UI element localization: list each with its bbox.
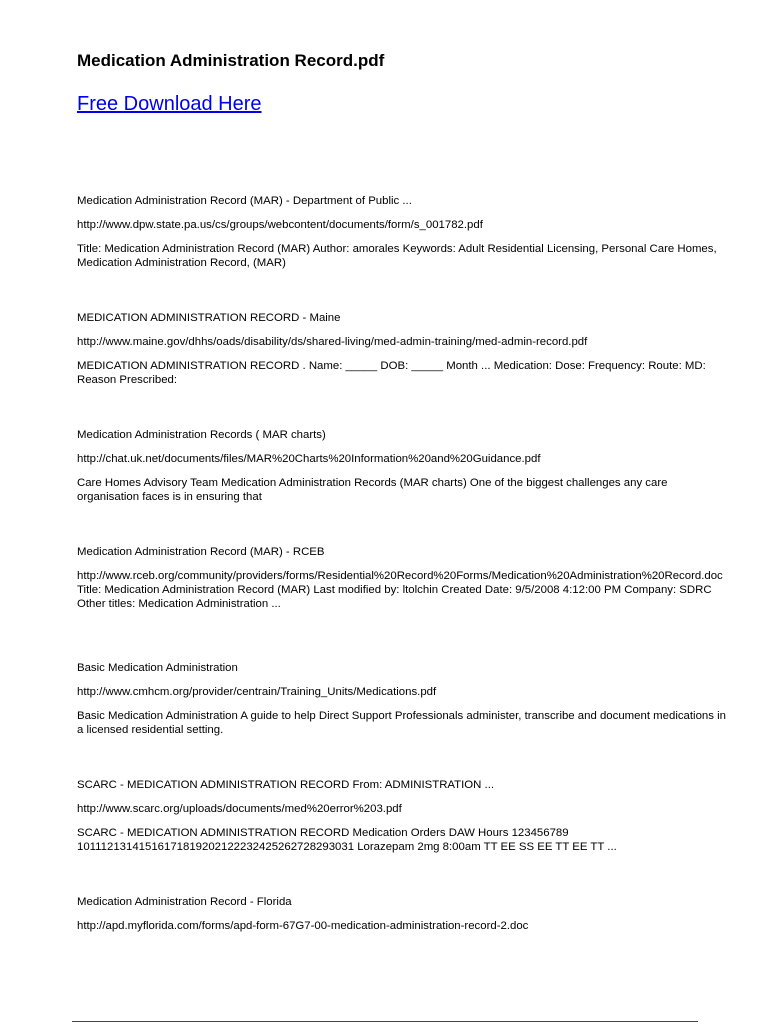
result-url: http://www.cmhcm.org/provider/centrain/Training_Units/Medications.pdf	[77, 686, 437, 698]
search-result	[77, 311, 732, 387]
result-title: Medication Administration Records ( MAR charts)	[77, 429, 326, 441]
result-description: Care Homes Advisory Team Medication Administration Records (MAR charts) One of the biggest challenges any care organisation faces is in ensuring that	[77, 477, 668, 503]
result-description: SCARC - MEDICATION ADMINISTRATION RECORD Medication Orders DAW Hours 123456789 10111213141516171819202122232425262728293031 Lorazepam 2mg 8:00am TT EE SS EE TT EE TT ...	[77, 827, 617, 853]
result-title: Basic Medication Administration	[77, 662, 238, 674]
result-url: http://www.dpw.state.pa.us/cs/groups/webcontent/documents/form/s_001782.pdf	[77, 219, 483, 231]
page-bottom-rule	[72, 1021, 698, 1022]
result-url: http://www.rceb.org/community/providers/forms/Residential%20Record%20Forms/Medication%20Administration%20Record.doc	[77, 570, 723, 582]
search-result	[77, 428, 732, 504]
result-title: MEDICATION ADMINISTRATION RECORD - Maine	[77, 312, 341, 324]
result-url: http://chat.uk.net/documents/files/MAR%20Charts%20Information%20and%20Guidance.pdf	[77, 453, 541, 465]
result-title: Medication Administration Record (MAR) - RCEB	[77, 546, 325, 558]
search-result	[77, 895, 732, 933]
result-title: Medication Administration Record - Florida	[77, 896, 292, 908]
document-title: Medication Administration Record.pdf	[77, 51, 385, 70]
result-description: Title: Medication Administration Record (MAR) Author: amorales Keywords: Adult Residential Licensing, Personal Care Homes, Medication Administration Record, (MAR)	[77, 243, 717, 269]
result-url: http://apd.myflorida.com/forms/apd-form-67G7-00-medication-administration-record-2.doc	[77, 920, 529, 932]
result-description: Basic Medication Administration A guide to help Direct Support Professionals administer, transcribe and document medications in a licensed residential setting.	[77, 710, 726, 736]
search-result	[77, 194, 732, 270]
result-title: SCARC - MEDICATION ADMINISTRATION RECORD From: ADMINISTRATION ...	[77, 779, 495, 791]
result-url: http://www.scarc.org/uploads/documents/med%20error%203.pdf	[77, 803, 402, 815]
result-url: http://www.maine.gov/dhhs/oads/disability/ds/shared-living/med-admin-training/med-admin-record.pdf	[77, 336, 588, 348]
result-description: MEDICATION ADMINISTRATION RECORD . Name: _____ DOB: _____ Month ... Medication: Dose: Frequency: Route: MD: Reason Prescribed:	[77, 360, 706, 386]
search-result	[77, 661, 732, 737]
result-title: Medication Administration Record (MAR) - Department of Public ...	[77, 195, 412, 207]
search-result	[77, 778, 732, 854]
result-description: Title: Medication Administration Record (MAR) Last modified by: ltolchin Created Date: 9/5/2008 4:12:00 PM Company: SDRC Other titles: Medication Administration ...	[77, 584, 712, 610]
free-download-link[interactable]: Free Download Here	[77, 93, 262, 115]
search-result	[77, 545, 732, 611]
